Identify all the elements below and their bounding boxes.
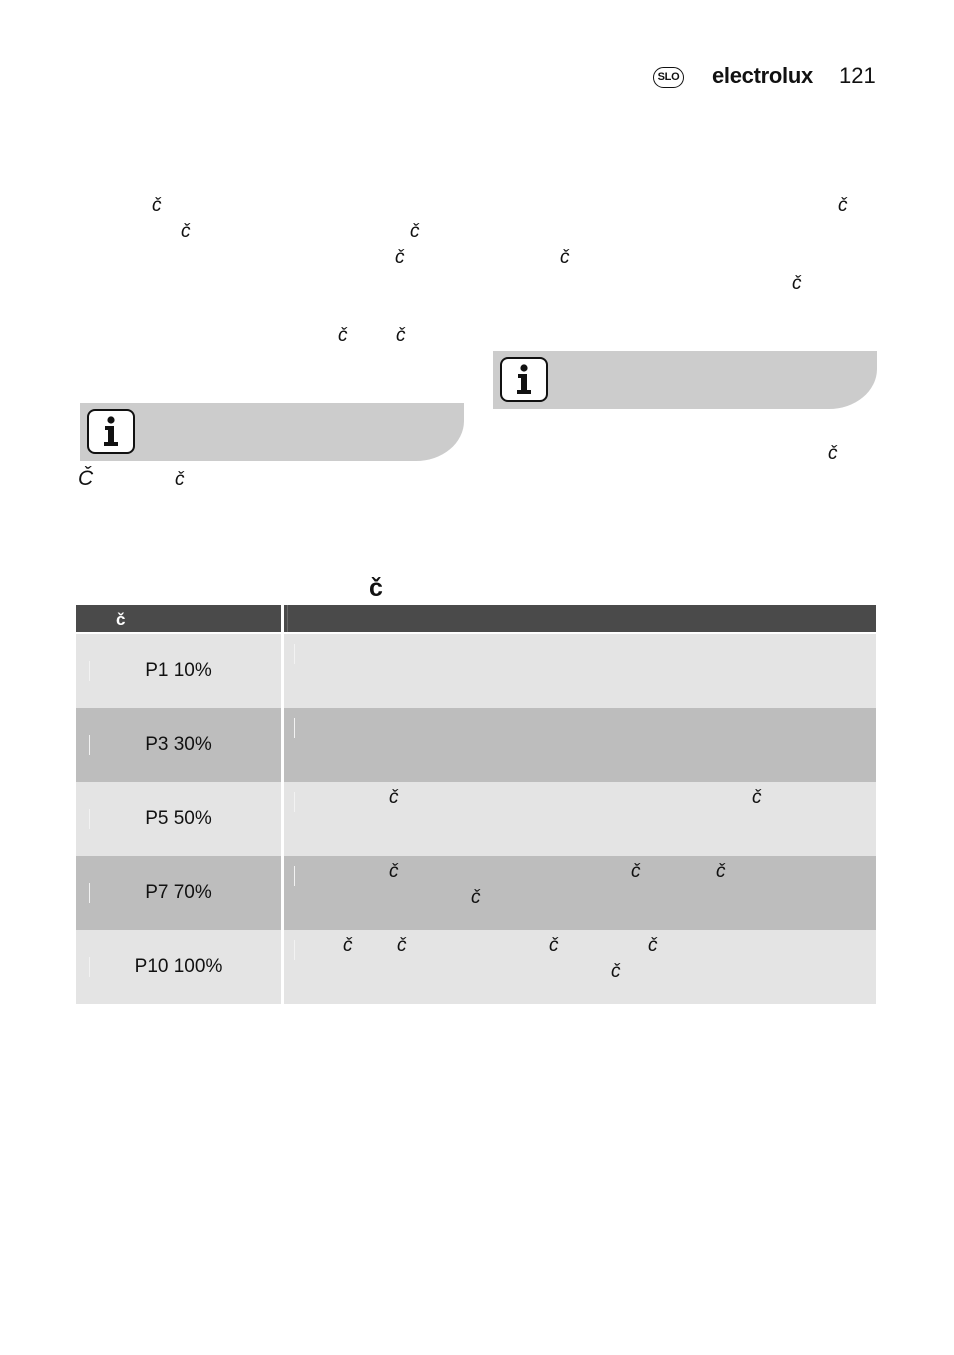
text-glyph: č: [338, 325, 348, 346]
info-note: [493, 351, 877, 409]
info-note: [80, 403, 464, 461]
power-level: P5 50%: [145, 808, 212, 829]
section-heading: č: [369, 574, 383, 602]
table-row: [76, 930, 876, 1004]
table-row: [76, 708, 876, 782]
info-icon-glyph: [89, 411, 133, 452]
text-glyph: č: [838, 195, 848, 216]
text-glyph: č: [152, 195, 162, 216]
text-glyph: č: [181, 221, 191, 242]
power-level: P1 10%: [145, 660, 212, 681]
info-icon: [500, 357, 548, 402]
power-level: P7 70%: [145, 882, 212, 903]
table-row: [76, 634, 876, 708]
table-header-power: č: [116, 610, 126, 629]
text-glyph: č: [410, 221, 420, 242]
text-glyph: č: [752, 787, 762, 808]
text-glyph: č: [648, 935, 658, 956]
text-glyph: č: [549, 935, 559, 956]
text-glyph: č: [471, 887, 481, 908]
power-table: [76, 605, 876, 1004]
text-glyph: č: [397, 935, 407, 956]
page-number: 121: [839, 63, 876, 88]
table-header: [76, 605, 876, 632]
table-row: [76, 782, 876, 856]
brand-logo: electrolux: [712, 63, 813, 88]
table-header-divider: [281, 605, 284, 632]
text-glyph: č: [396, 325, 406, 346]
info-icon: [87, 409, 135, 454]
language-badge: SLO: [653, 67, 684, 88]
power-level: P10 100%: [134, 956, 223, 977]
text-glyph: Č: [78, 467, 94, 490]
table-row: [76, 856, 876, 930]
text-glyph: č: [631, 861, 641, 882]
table-header-divider: [287, 605, 288, 632]
text-glyph: č: [343, 935, 353, 956]
power-description: [284, 634, 876, 708]
power-description: [284, 708, 876, 782]
power-level: P3 30%: [145, 734, 212, 755]
text-glyph: č: [611, 961, 621, 982]
text-glyph: č: [828, 443, 838, 464]
text-glyph: č: [560, 247, 570, 268]
info-icon-glyph: [502, 359, 546, 400]
text-glyph: č: [389, 787, 399, 808]
power-description: [284, 856, 876, 930]
text-glyph: č: [175, 469, 185, 490]
power-description: [284, 930, 876, 1004]
power-description: [284, 782, 876, 856]
text-glyph: č: [716, 861, 726, 882]
table-body: [76, 634, 876, 1004]
text-glyph: č: [395, 247, 405, 268]
text-glyph: č: [792, 273, 802, 294]
text-glyph: č: [389, 861, 399, 882]
